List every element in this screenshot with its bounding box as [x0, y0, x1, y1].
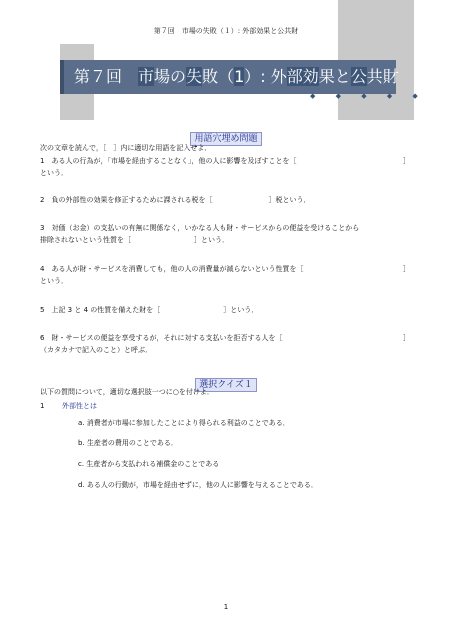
title-part: ）: 外	[244, 67, 287, 86]
page-number: 1	[223, 603, 229, 611]
title-prefix: 第７回	[74, 67, 139, 86]
quiz-instruction: 以下の質問について，適切な選択肢一つに○を付けよ．	[40, 388, 214, 396]
option-a[interactable]: a. 消費者が市場に参加したことにより得られる利益のことである．	[78, 419, 290, 427]
option-d[interactable]: d. ある人の行動が，市場を経由せずに，他の人に影響を与えることである．	[78, 481, 318, 489]
running-head: 第７回 市場の失敗（１）: 外部効果と公共財	[153, 27, 299, 35]
title-part: 部効	[286, 67, 319, 86]
option-b[interactable]: b. 生産者の費用のことである．	[78, 439, 178, 447]
question-6-line-2: （カタカナで記入のこと）と呼ぶ．	[40, 346, 153, 354]
fill-in-heading: 用語穴埋め問題	[0, 126, 452, 146]
fill-in-instruction: 次の文章を読んで，［ ］内に適切な用語を記入せよ．	[40, 144, 212, 152]
quiz-question-number: 1	[40, 402, 45, 410]
question-1-line-2: という．	[40, 169, 68, 177]
question-1-line-1: 1 ある人の行為が，「市場を経由することなく」，他の人に影響を及ぼすことを［	[40, 157, 297, 165]
title-part: 市	[138, 67, 155, 86]
question-6-bracket: ］	[403, 334, 410, 342]
question-5: 5 上記 3 と 4 の性質を備えた財を［ ］という．	[40, 306, 259, 314]
page-title	[74, 64, 399, 90]
title-part: 公	[350, 67, 367, 86]
title-part: 敗（	[202, 67, 235, 86]
title-dots: ◆ ◆ ◆ ◆ ◆	[310, 92, 427, 100]
title-part: 共財	[366, 67, 399, 86]
question-6-line-1: 6 財・サービスの便益を享受するが，それに対する支払いを拒否する人を［	[40, 334, 283, 342]
question-3-line-2: 排除されないという性質を［ ］という．	[40, 236, 229, 244]
quiz-heading: 選択クイズ１	[0, 372, 452, 392]
question-2: 2 負の外部性の効果を修正するために課される税を［ ］税という．	[40, 196, 311, 204]
title-part: 果と	[318, 67, 351, 86]
option-c[interactable]: c. 生産者から支払われる補償金のことである	[78, 460, 220, 468]
title-part: 失	[186, 67, 203, 86]
title-part: 1	[234, 67, 245, 86]
title-part: 場の	[154, 67, 187, 86]
question-4-line-2: という．	[40, 277, 68, 285]
quiz-question-label: 外部性とは	[62, 402, 97, 410]
question-4-bracket: ］	[403, 265, 410, 273]
question-1-bracket: ］	[403, 157, 410, 165]
question-3-line-1: 3 対価（お金）の支払いの有無に関係なく，いかなる人も財・サービスからの便益を受けることから	[40, 224, 360, 232]
question-4-line-1: 4 ある人が財・サービスを消費しても，他の人の消費量が減らないという性質を［	[40, 265, 304, 273]
